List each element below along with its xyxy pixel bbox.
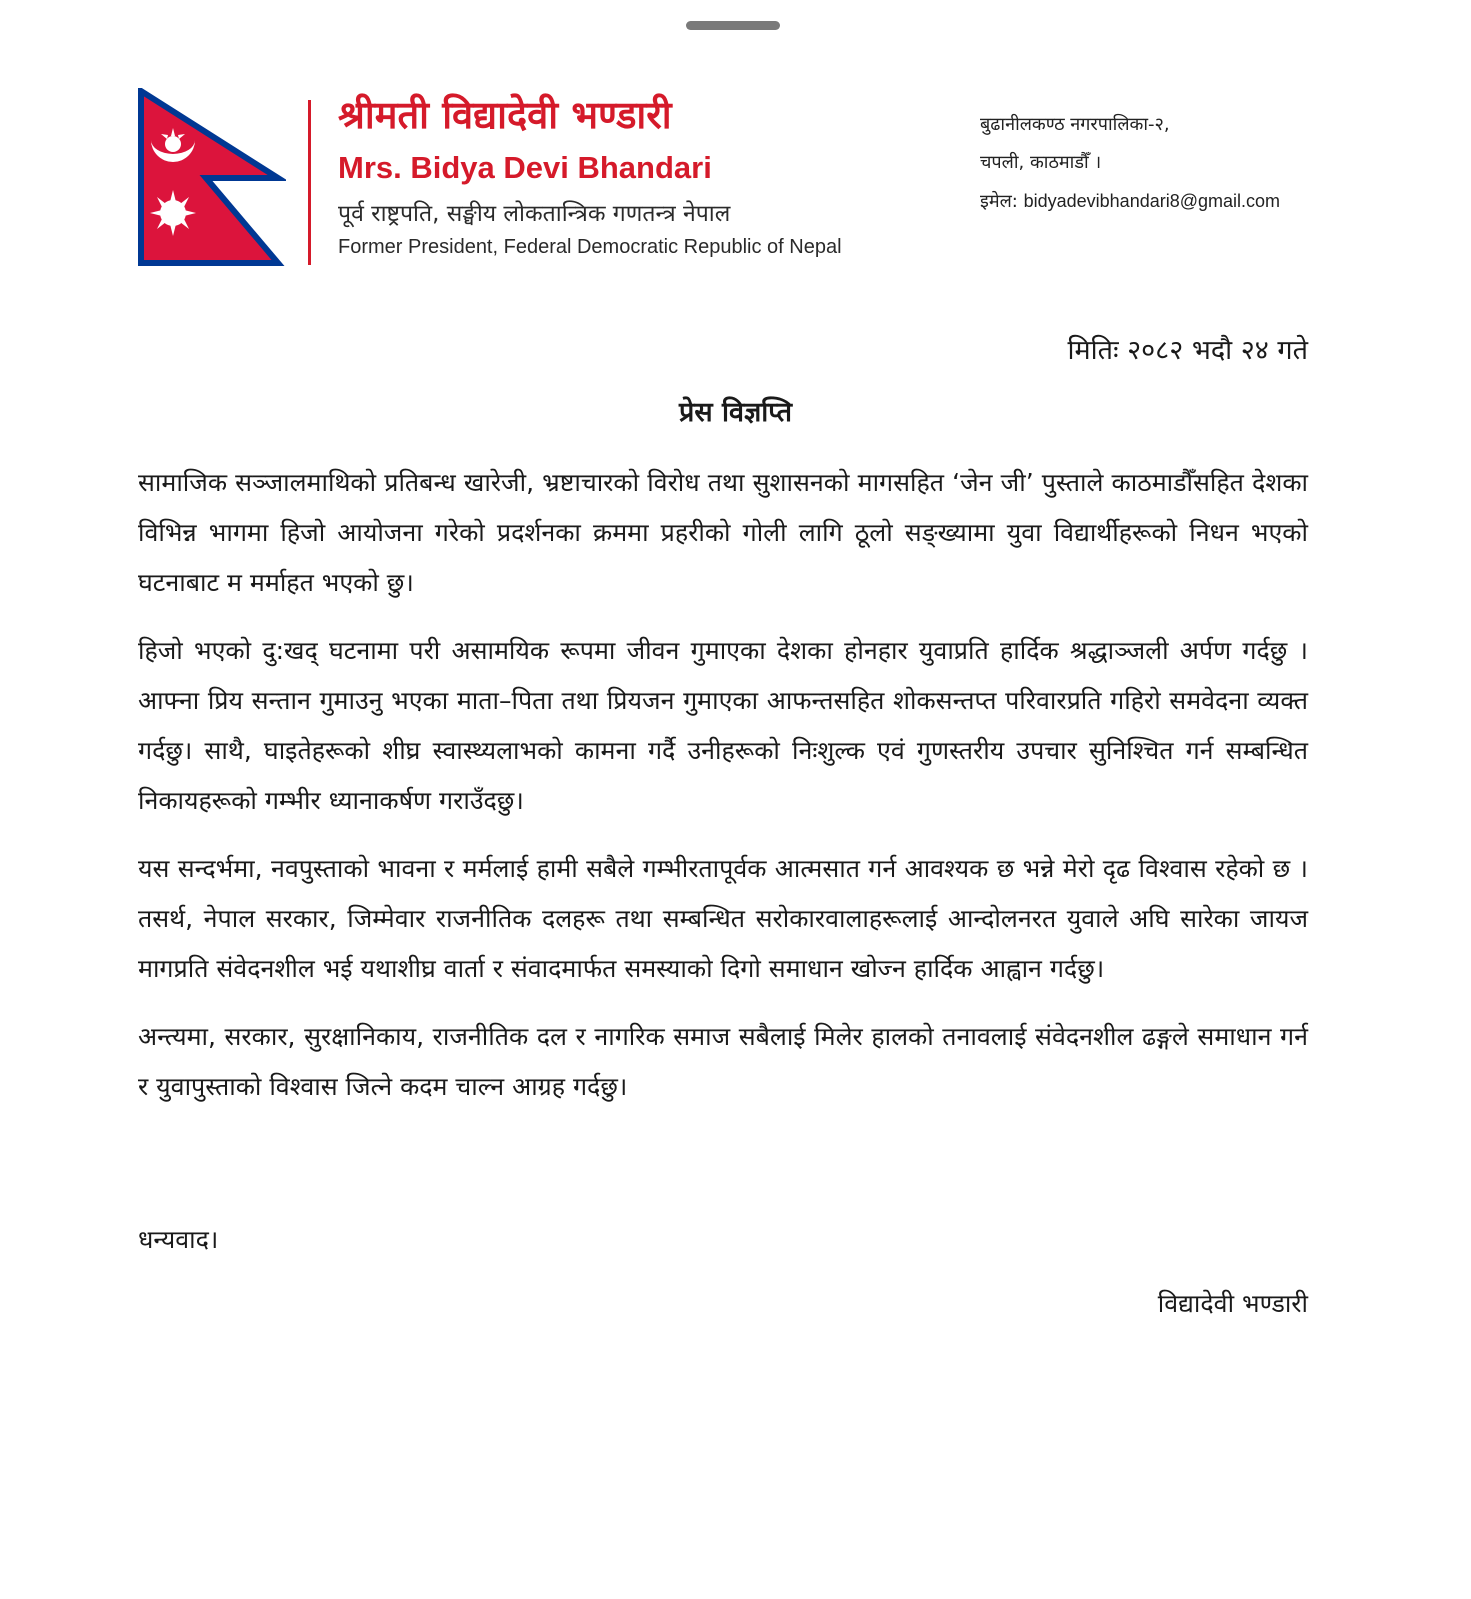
address-line-1: बुढानीलकण्ठ नगरपालिका-२, (980, 114, 1170, 135)
nepal-flag-icon (138, 88, 286, 266)
title-nepali: पूर्व राष्ट्रपति, सङ्घीय लोकतान्त्रिक गणतन्त्र नेपाल (338, 201, 731, 227)
email-line (980, 182, 1280, 221)
page-title: प्रेस विज्ञप्ति (678, 397, 793, 428)
email-label: इमेल: (980, 191, 1018, 212)
paragraph-3: यस सन्दर्भमा, नवपुस्ताको भावना र मर्मलाई हामी सबैले गम्भीरतापूर्वक आत्मसात गर्न आवश्यक छ भन्ने मेरो दृढ विश्वास रहेको छ । तसर्थ, नेपाल सरकार, जिम्मेवार राजनीतिक दलहरू तथा सम्बन्धित सरोकारवालाहरूलाई आन्दोलनरत युवाले अघि सारेका जायज मागप्रति संवेदनशील भई यथाशीघ्र वार्ता र संवादमार्फत समस्याको दिगो समाधान खोज्न हार्दिक आह्वान गर्दछु। (138, 854, 1308, 983)
name-english: Mrs. Bidya Devi Bhandari (338, 150, 712, 185)
title-english: Former President, Federal Democratic Republic of Nepal (338, 236, 842, 258)
signature: विद्यादेवी भण्डारी (1157, 1289, 1308, 1318)
paragraph-2: हिजो भएको दु:खद् घटनामा परी असामयिक रूपमा जीवन गुमाएका देशका होनहार युवाप्रति हार्दिक श्रद्धाञ्जली अर्पण गर्दछु । आफ्ना प्रिय सन्तान गुमाउनु भएका माता–पिता तथा प्रियजन गुमाएका आफन्तसहित शोकसन्तप्त परिवारप्रति गहिरो समवेदना व्यक्त गर्दछु। साथै, घाइतेहरूको शीघ्र स्वास्थ्यलाभको कामना गर्दै उनीहरूको निःशुल्क एवं गुणस्तरीय उपचार सुनिश्चित गर्न सम्बन्धित निकायहरूको गम्भीर ध्यानाकर्षण गराउँदछु। (138, 636, 1308, 815)
paragraph-4: अन्त्यमा, सरकार, सुरक्षानिकाय, राजनीतिक दल र नागरिक समाज सबैलाई मिलेर हालको तनावलाई संवेदनशील ढङ्गले समाधान गर्न र युवापुस्ताको विश्वास जित्ने कदम चाल्न आग्रह गर्दछु। (138, 1022, 1308, 1101)
contact-block (980, 106, 1280, 221)
letterhead-divider (308, 100, 311, 265)
paragraph-1: सामाजिक सञ्जालमाथिको प्रतिबन्ध खारेजी, भ्रष्टाचारको विरोध तथा सुशासनको मागसहित ‘जेन जी’ पुस्ताले काठमाडौँसहित देशका विभिन्न भागमा हिजो आयोजना गरेको प्रदर्शनका क्रममा प्रहरीको गोली लागि ठूलो सङ्ख्यामा युवा विद्यार्थीहरूको निधन भएको घटनाबाट म मर्माहत भएको छु। (138, 468, 1308, 597)
drag-handle[interactable] (686, 21, 780, 30)
address-line-2: चपली, काठमाडौँ । (980, 152, 1102, 173)
email-address[interactable]: bidyadevibhandari8@gmail.com (1023, 191, 1281, 211)
letter-date: मितिः २०८२ भदौ २४ गते (1067, 335, 1308, 366)
closing: धन्यवाद। (138, 1225, 219, 1254)
letter-body (138, 458, 1308, 1130)
name-nepali: श्रीमती विद्यादेवी भण्डारी (338, 92, 672, 137)
